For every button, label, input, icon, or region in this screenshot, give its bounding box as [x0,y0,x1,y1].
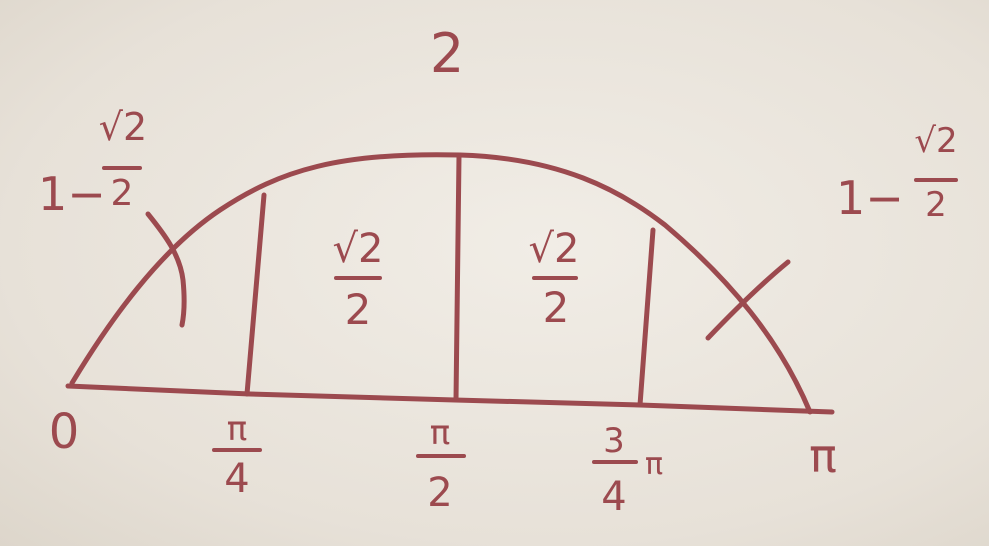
divider-pi-over-4 [247,195,264,394]
divider-3pi-over-4 [640,230,653,405]
x-axis [68,386,832,412]
svg-text:π: π [226,409,248,449]
region-label-left [38,105,147,221]
svg-text:√2: √2 [332,226,384,272]
region-label-middle-right [529,226,580,332]
svg-text:2: 2 [427,470,453,516]
region-label-right [836,121,958,225]
tick-label-pi-over-4 [214,409,260,502]
svg-text:4: 4 [601,474,627,520]
region-label-middle-left [333,226,384,334]
svg-text:2: 2 [925,185,947,225]
svg-text:3: 3 [603,421,625,461]
svg-text:2: 2 [344,285,372,334]
svg-text:√2: √2 [528,226,580,272]
svg-text:1−: 1− [836,171,904,225]
svg-text:π: π [644,447,664,482]
tick-label-pi-over-2 [418,413,464,516]
endpoint-right-label: π [809,429,837,483]
endpoint-left-label: 0 [48,404,80,460]
svg-text:4: 4 [224,456,250,502]
svg-text:√2: √2 [98,105,148,149]
svg-text:1−: 1− [38,167,106,221]
top-label: 2 [429,22,465,85]
svg-text:2: 2 [110,173,134,214]
divider-pi-over-2 [456,156,459,400]
svg-text:√2: √2 [914,121,958,161]
svg-text:2: 2 [542,283,570,332]
svg-text:π: π [429,413,451,453]
tick-label-3pi-over-4 [594,421,663,520]
